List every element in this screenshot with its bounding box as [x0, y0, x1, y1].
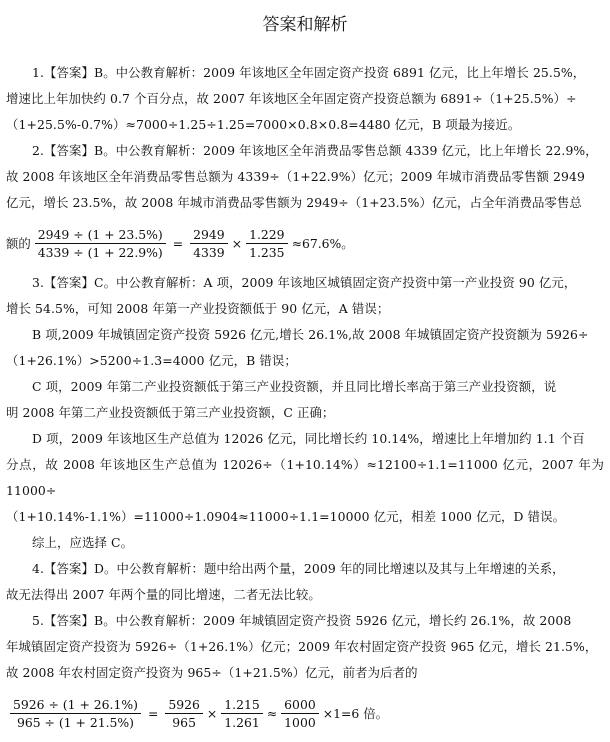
answer-1: [6, 60, 604, 138]
fraction-denominator: 965 ÷ (1 + 21.5%): [16, 714, 135, 730]
fraction-denominator: 1.261: [224, 714, 260, 730]
fraction: [165, 697, 203, 730]
answer-2-formula: [6, 216, 604, 270]
answer-3-line: C 项，2009 年第二产业投资额低于第三产业投资额，并且同比增长率高于第三产业投资额，说: [32, 379, 557, 394]
answer-1-line: 增速比上年加快约 0.7 个百分点，故 2007 年该地区全年固定资产投资总额为 6891÷（1+25.5%）÷: [6, 91, 577, 106]
answer-1-line: 1.【答案】B。中公教育解析：2009 年该地区全年固定资产投资 6891 亿元，比上年增长 25.5%，: [32, 65, 586, 80]
fraction-numerator: 2949: [190, 227, 228, 244]
fraction-denominator: 1000: [284, 714, 316, 730]
answer-3-line: 增长 54.5%，可知 2008 年第一产业投资额低于 90 亿元，A 错误；: [6, 301, 390, 316]
answer-2: [6, 138, 604, 216]
answer-5-line: 5.【答案】B。中公教育解析：2009 年城镇固定资产投资 5926 亿元，增长约 26.1%，故 2008: [32, 613, 572, 628]
formula-lead-text: 额的: [6, 236, 31, 251]
answer-3-line: 综上，应选择 C。: [32, 535, 134, 550]
answer-3-line: （1+26.1%）>5200÷1.3=4000 亿元，B 错误；: [6, 353, 297, 368]
answer-2-line: 亿元，增长 23.5%，故 2008 年城市消费品零售额为 2949÷（1+23.5%）亿元，占全年消费品零售总: [6, 195, 582, 210]
answer-3-line: D 项，2009 年该地区生产总值为 12026 亿元，同比增长约 10.14%，增速比上年增加约 1.1 个百: [32, 431, 585, 446]
answer-document: [6, 60, 604, 740]
fraction-numerator: 5926 ÷ (1 + 26.1%): [10, 697, 141, 714]
fraction-denominator: 1.235: [249, 244, 285, 260]
answer-3-line: 分点，故 2008 年该地区生产总值为 12026÷（1+10.14%）≈12100÷1.1=11000 亿元，2007 年为 11000÷: [6, 457, 604, 498]
fraction: [246, 227, 287, 260]
answer-4-line: 4.【答案】D。中公教育解析：题中给出两个量，2009 年的同比增速以及其与上年增速的关系，: [32, 561, 565, 576]
fraction-numerator: 1.229: [246, 227, 287, 244]
answer-3-line: 3.【答案】C。中公教育解析：A 项，2009 年该地区城镇固定资产投资中第一产业投资 90 亿元，: [32, 275, 577, 290]
answer-2-line: 故 2008 年该地区全年消费品零售总额为 4339÷（1+22.9%）亿元；2009 年城市消费品零售额 2949: [6, 169, 585, 184]
answer-5: [6, 608, 604, 686]
formula-result: ×1=6 倍。: [322, 706, 388, 721]
fraction-numerator: 6000: [281, 697, 319, 714]
answer-3-line: B 项,2009 年城镇固定资产投资 5926 亿元,增长 26.1%,故 2008 年城镇固定资产投资额为 5926÷: [32, 327, 589, 342]
times-sign: ×: [231, 235, 243, 251]
answer-3-line: 明 2008 年第二产业投资额低于第三产业投资额，C 正确；: [6, 405, 335, 420]
answer-1-line: （1+25.5%-0.7%）≈7000÷1.25÷1.25=7000×0.8×0.8=4480 亿元，B 项最为接近。: [6, 117, 521, 132]
answer-3-line: （1+10.14%-1.1%）=11000÷1.0904≈11000÷1.1=10000 亿元，相差 1000 亿元，D 错误。: [6, 509, 566, 524]
fraction-denominator: 4339 ÷ (1 + 22.9%): [37, 244, 163, 260]
answer-5-formula: [6, 686, 604, 740]
fraction: [35, 227, 166, 260]
approx-sign: ≈: [266, 705, 278, 721]
fraction: [281, 697, 319, 730]
fraction: [221, 697, 262, 730]
page-title: 答案和解析: [262, 15, 348, 35]
fraction-numerator: 1.215: [221, 697, 262, 714]
equals-sign: =: [172, 235, 184, 251]
fraction-denominator: 4339: [193, 244, 225, 260]
fraction-numerator: 2949 ÷ (1 + 23.5%): [35, 227, 166, 244]
equals-sign: =: [147, 705, 159, 721]
answer-2-line: 2.【答案】B。中公教育解析：2009 年该地区全年消费品零售总额 4339 亿元，比上年增长 22.9%，: [32, 143, 598, 158]
times-sign: ×: [206, 705, 218, 721]
fraction: [10, 697, 141, 730]
fraction-denominator: 965: [172, 714, 196, 730]
formula-result: ≈67.6%。: [291, 236, 354, 251]
answer-4: [6, 556, 604, 608]
fraction: [190, 227, 228, 260]
answer-4-line: 故无法得出 2007 年两个量的同比增速，二者无法比较。: [6, 587, 321, 602]
fraction-numerator: 5926: [165, 697, 203, 714]
answer-5-line: 年城镇固定资产投资为 5926÷（1+26.1%）亿元；2009 年农村固定资产投资 965 亿元，增长 21.5%，: [6, 639, 598, 654]
answer-5-line: 故 2008 年农村固定资产投资为 965÷（1+21.5%）亿元，前者为后者的: [6, 665, 418, 680]
answer-3: [6, 270, 604, 556]
